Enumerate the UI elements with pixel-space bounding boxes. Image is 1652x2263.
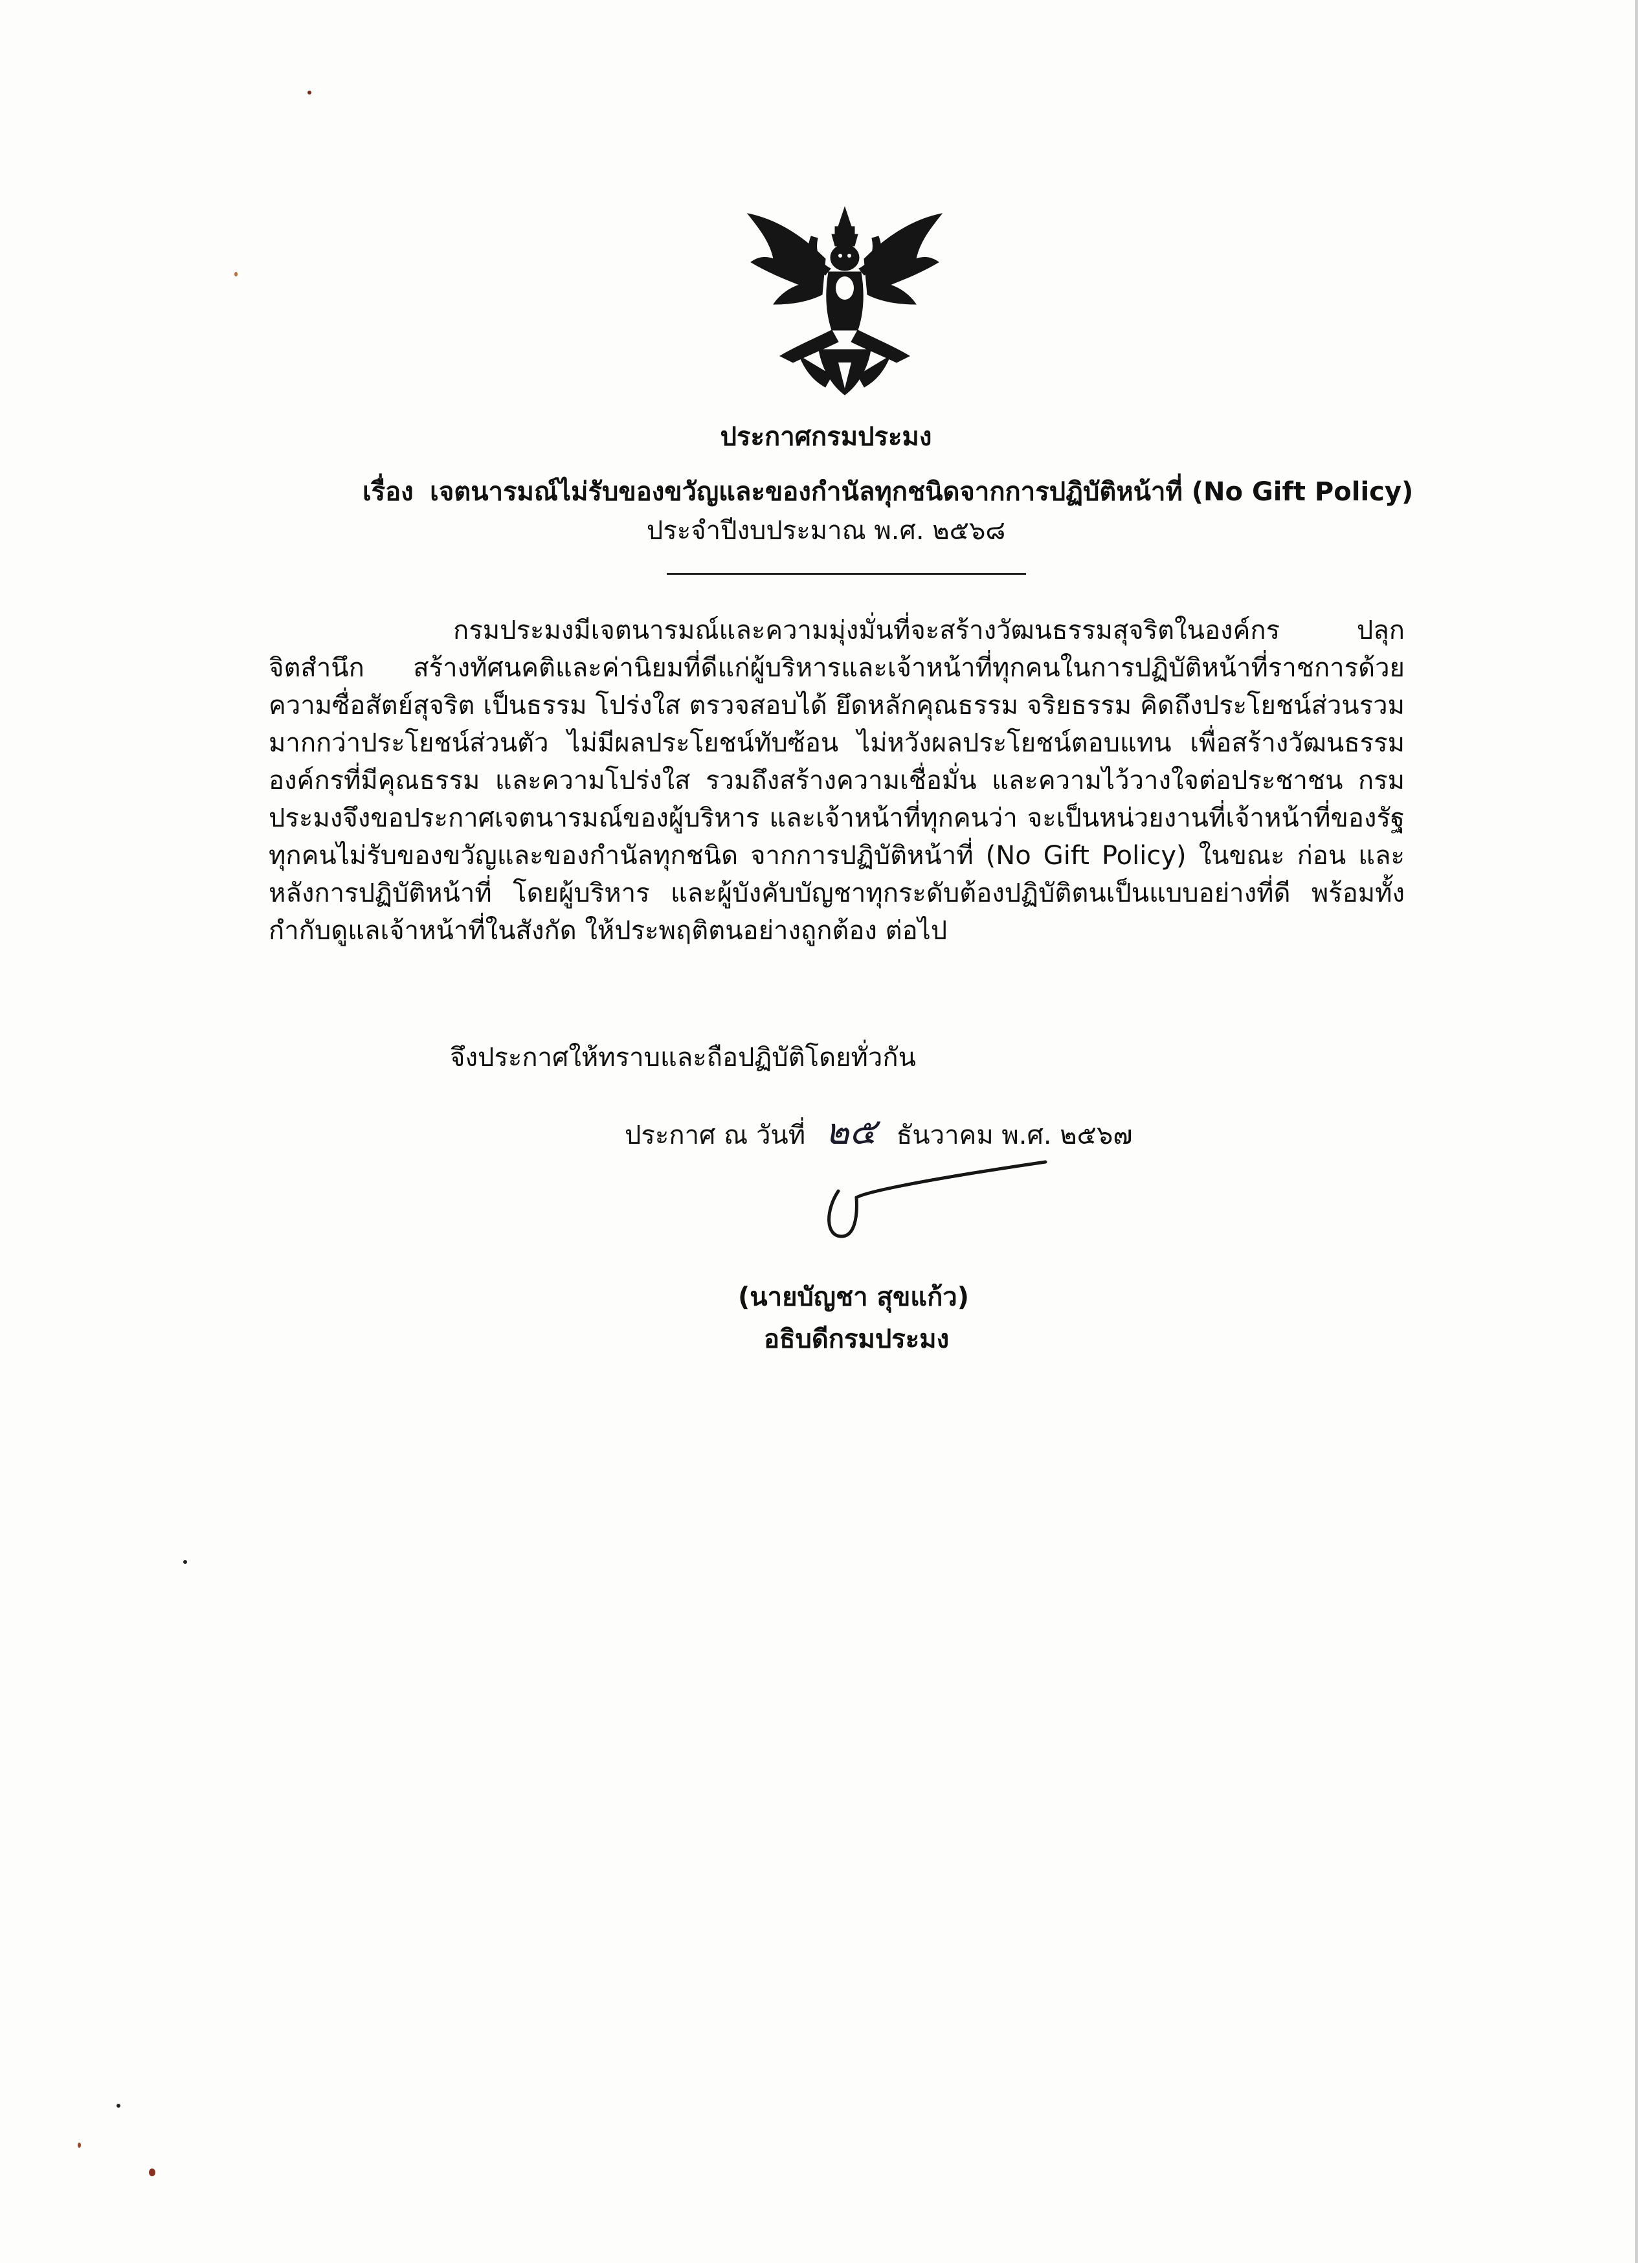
header-divider	[667, 573, 1026, 575]
scan-speck	[78, 2143, 81, 2148]
date-day: ๒๕	[825, 1111, 877, 1153]
fiscal-year-line: ประจำปีงบประมาณ พ.ศ. ๒๕๖๘	[646, 516, 1006, 546]
date-prefix: ประกาศ ณ วันที่	[625, 1120, 806, 1150]
scan-speck	[183, 1560, 187, 1564]
scan-speck	[307, 91, 311, 95]
subject-line	[363, 473, 1413, 511]
header-block	[0, 418, 1652, 456]
subject-text: เจตนารมณ์ไม่รับของขวัญและของกำนัลทุกชนิดจากการปฏิบัติหน้าที่ (No Gift Policy)	[430, 477, 1414, 507]
handwritten-signature	[806, 1152, 1052, 1282]
scan-speck	[149, 2168, 155, 2176]
page-title: ประกาศกรมประมง	[720, 422, 932, 452]
date-rest: ธันวาคม พ.ศ. ๒๕๖๗	[896, 1120, 1133, 1150]
subject-label: เรื่อง	[363, 477, 414, 507]
garuda-emblem-icon	[735, 181, 955, 401]
page-margin	[1638, 0, 1652, 2263]
body-paragraph: กรมประมงมีเจตนารมณ์และความมุ่งมั่นที่จะสร้างวัฒนธรรมสุจริตในองค์กร ปลุกจิตสำนึก สร้างทัศนคติและค่านิยมที่ดีแก่ผู้บริหารและเจ้าหน้าที่ทุกคนในการปฏิบัติหน้าที่ราชการด้วยความซื่อสัตย์สุจริต เป็นธรรม โปร่งใส ตรวจสอบได้ ยึดหลักคุณธรรม จริยธรรม คิดถึงประโยชน์ส่วนรวมมากกว่าประโยชน์ส่วนตัว ไม่มีผลประโยชน์ทับซ้อน ไม่หวังผลประโยชน์ตอบแทน เพื่อสร้างวัฒนธรรมองค์กรที่มีคุณธรรม และความโปร่งใส รวมถึงสร้างความเชื่อมั่น และความไว้วางใจต่อประชาชน กรมประมงจึงขอประกาศเจตนารมณ์ของผู้บริหาร และเจ้าหน้าที่ทุกคนว่า จะเป็นหน่วยงานที่เจ้าหน้าที่ของรัฐทุกคนไม่รับของขวัญและของกำนัลทุกชนิด จากการปฏิบัติหน้าที่ (No Gift Policy) ในขณะ ก่อน และหลังการปฏิบัติหน้าที่ โดยผู้บริหาร และผู้บังคับบัญชาทุกระดับต้องปฏิบัติตนเป็นแบบอย่างที่ดี พร้อมทั้งกำกับดูแลเจ้าหน้าที่ในสังกัด ให้ประพฤติตนอย่างถูกต้อง ต่อไป	[269, 616, 1405, 946]
scan-speck	[234, 272, 238, 276]
page-edge-line	[1635, 0, 1638, 2263]
scan-speck	[117, 2104, 120, 2108]
signer-name: (นายบัญชา สุขแก้ว)	[738, 1282, 970, 1312]
signer-position: อธิบดีกรมประมง	[764, 1324, 950, 1354]
dateline	[625, 1113, 1132, 1154]
closing-line: จึงประกาศให้ทราบและถือปฏิบัติโดยทั่วกัน	[450, 1043, 916, 1073]
